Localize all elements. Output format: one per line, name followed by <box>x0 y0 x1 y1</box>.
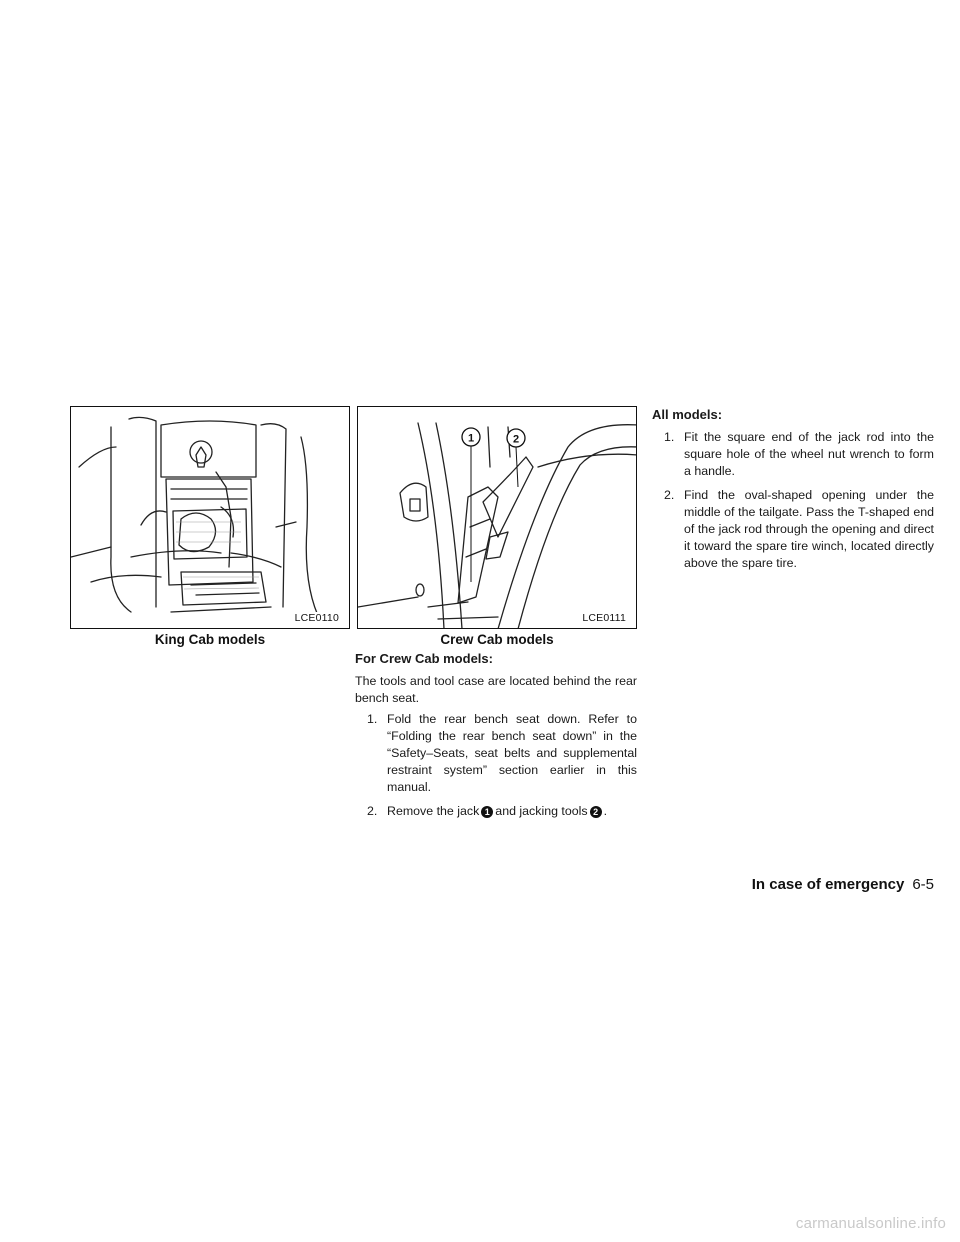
step-text-part: . <box>603 804 608 818</box>
step-text-part: Remove the jack <box>387 804 480 818</box>
figure-crew-cab <box>357 406 637 629</box>
king-cab-illustration <box>71 407 350 629</box>
step-text <box>387 803 637 820</box>
ref-marker-1: 1 <box>481 806 493 818</box>
section-heading: All models: <box>652 407 723 422</box>
intro-paragraph: The tools and tool case are located behind the rear bench seat. <box>355 674 637 705</box>
step-text: Fit the square end of the jack rod into the square hole of the wheel nut wrench to form a handle. <box>684 430 934 478</box>
list-item <box>355 711 637 796</box>
figure-code: LCE0111 <box>582 612 626 624</box>
footer-section-title: In case of emergency <box>751 876 905 893</box>
list-item <box>652 487 934 572</box>
page-footer <box>752 876 934 893</box>
page-number: 6-5 <box>912 876 934 893</box>
step-text: Fold the rear bench seat down. Refer to “Folding the rear bench seat down” in the “Safety–Seats, seat belts and supplemental restraint system” section earlier in this manual. <box>387 712 637 794</box>
figure-king-cab <box>70 406 350 629</box>
all-models-steps <box>652 429 934 572</box>
callout-2: 2 <box>512 433 520 446</box>
step-text: Find the oval-shaped opening under the middle of the tailgate. Pass the T-shaped end of the jack rod through the opening and direct it toward the spare tire winch, located directly above the spare tire. <box>684 488 934 570</box>
crew-cab-steps <box>355 711 637 820</box>
section-heading: For Crew Cab models: <box>355 651 493 666</box>
ref-marker-2: 2 <box>590 806 602 818</box>
crew-cab-section <box>355 650 637 827</box>
all-models-section <box>652 406 934 579</box>
step-number: 2. <box>664 488 675 502</box>
step-number: 2. <box>367 804 378 818</box>
step-number: 1. <box>664 430 675 444</box>
figure-code: LCE0110 <box>294 612 339 624</box>
list-item <box>355 803 637 820</box>
figure-caption-king-cab: King Cab models <box>154 632 266 647</box>
list-item <box>652 429 934 480</box>
figure-caption-crew-cab: Crew Cab models <box>440 632 554 647</box>
watermark: carmanualsonline.info <box>795 1215 946 1232</box>
callout-1: 1 <box>467 432 475 445</box>
step-text-part: and jacking tools <box>495 804 588 818</box>
step-number: 1. <box>367 712 378 726</box>
crew-cab-illustration <box>358 407 637 629</box>
